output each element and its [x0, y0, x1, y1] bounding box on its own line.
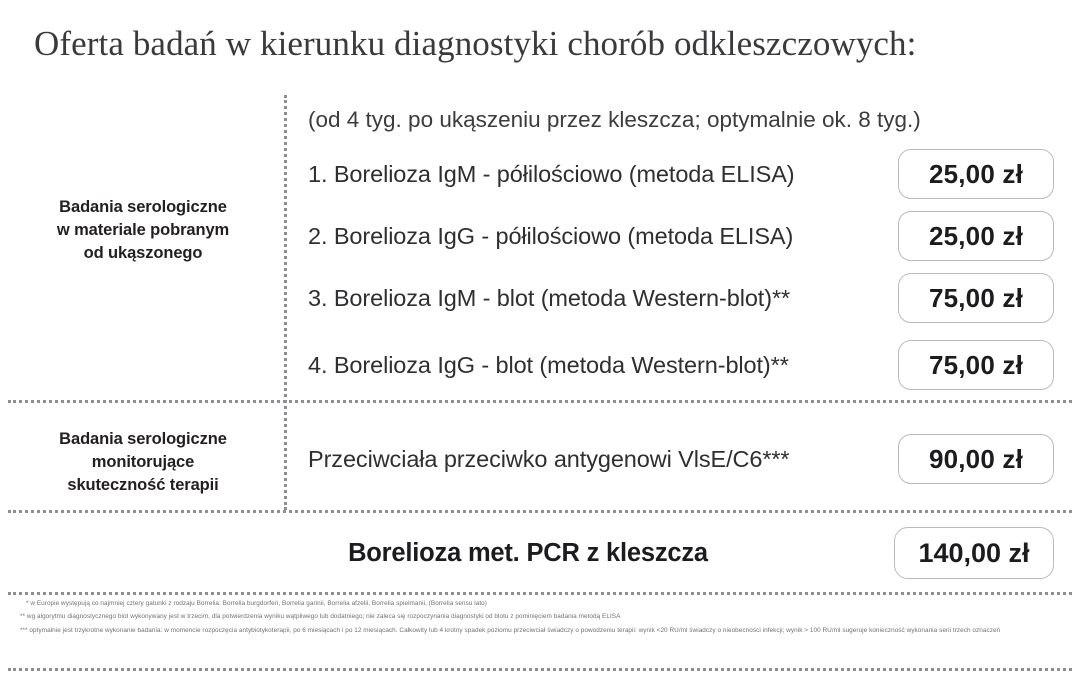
- category-label-line: w materiale pobranym: [56, 221, 230, 239]
- test-name: 1. Borelioza IgM - półilościowo (metoda ELISA): [308, 161, 795, 187]
- footnote-1: * w Europie występują co najmniej cztery gatunki z rodzaju Borrelia: Borrelia burgdorferi, Borrelia garinii, Borrelia afzelii, Borrelia spielmanii, (Borrelia sensu lato): [26, 600, 487, 607]
- category-label-line: skuteczność terapii: [67, 476, 219, 494]
- category-label-line: monitorujące: [91, 453, 195, 471]
- category-label-therapy-monitoring: [12, 428, 274, 497]
- pcr-row: [0, 524, 1080, 582]
- section-divider-3: [8, 592, 1072, 595]
- test-name: 3. Borelioza IgM - blot (metoda Western-blot)**: [308, 285, 791, 311]
- pcr-test-name: Borelioza met. PCR z kleszcza: [348, 538, 708, 567]
- footnote-3: *** optymalnie jest trzykrotne wykonanie badania: w momencie rozpoczęcia antybiotykoterapii, po 6 miesiącach i po 12 miesiącach. Całkowity lub 4 krotny spadek poziomu przeciwciał świadczy o powodzeniu terapii: wynik <20 RU/ml świadczy o nieobecności infekcji; wynik > 100 RU/ml sugeruje konieczność wykonania serii trzech oznaczeń: [20, 626, 1001, 634]
- section-divider-1: [8, 400, 1072, 403]
- footnotes: [18, 598, 1070, 638]
- pcr-price-badge: 140,00 zł: [894, 527, 1054, 579]
- test-row: [308, 271, 1054, 325]
- category-label-line: Badania serologiczne: [59, 198, 227, 216]
- category-label-line: Badania serologiczne: [59, 430, 227, 448]
- timing-subnote: (od 4 tyg. po ukąszeniu przez kleszcza; optymalnie ok. 8 tyg.): [308, 107, 921, 132]
- test-name: 4. Borelioza IgG - blot (metoda Western-blot)**: [308, 352, 789, 378]
- test-name: Przeciwciała przeciwko antygenowi VlsE/C6***: [308, 446, 790, 472]
- footer-divider: [8, 668, 1072, 671]
- test-row: [308, 209, 1054, 263]
- price-badge: 25,00 zł: [898, 149, 1054, 199]
- category-label-serology-sample: [12, 196, 274, 265]
- footnote-2: ** wg algorytmu diagnostycznego blot wykonywany jest w trzecim, dla potwierdzenia wyniku wątpliwego lub dodatniego; nie zaleca się rozpoczynania diagnostyki od blotu z pominięciem badania metodą ELISA: [20, 613, 621, 621]
- column-divider: [284, 95, 287, 510]
- test-row: [308, 338, 1054, 392]
- page-title: Oferta badań w kierunku diagnostyki chorób odkleszczowych:: [34, 24, 917, 63]
- test-row: [308, 147, 1054, 201]
- category-label-line: od ukąszonego: [83, 244, 203, 262]
- price-badge: 75,00 zł: [898, 340, 1054, 390]
- price-badge: 25,00 zł: [898, 211, 1054, 261]
- price-badge: 90,00 zł: [898, 434, 1054, 484]
- section-divider-2: [8, 510, 1072, 513]
- test-name: 2. Borelioza IgG - półilościowo (metoda ELISA): [308, 223, 794, 249]
- test-row: [308, 432, 1054, 486]
- price-badge: 75,00 zł: [898, 273, 1054, 323]
